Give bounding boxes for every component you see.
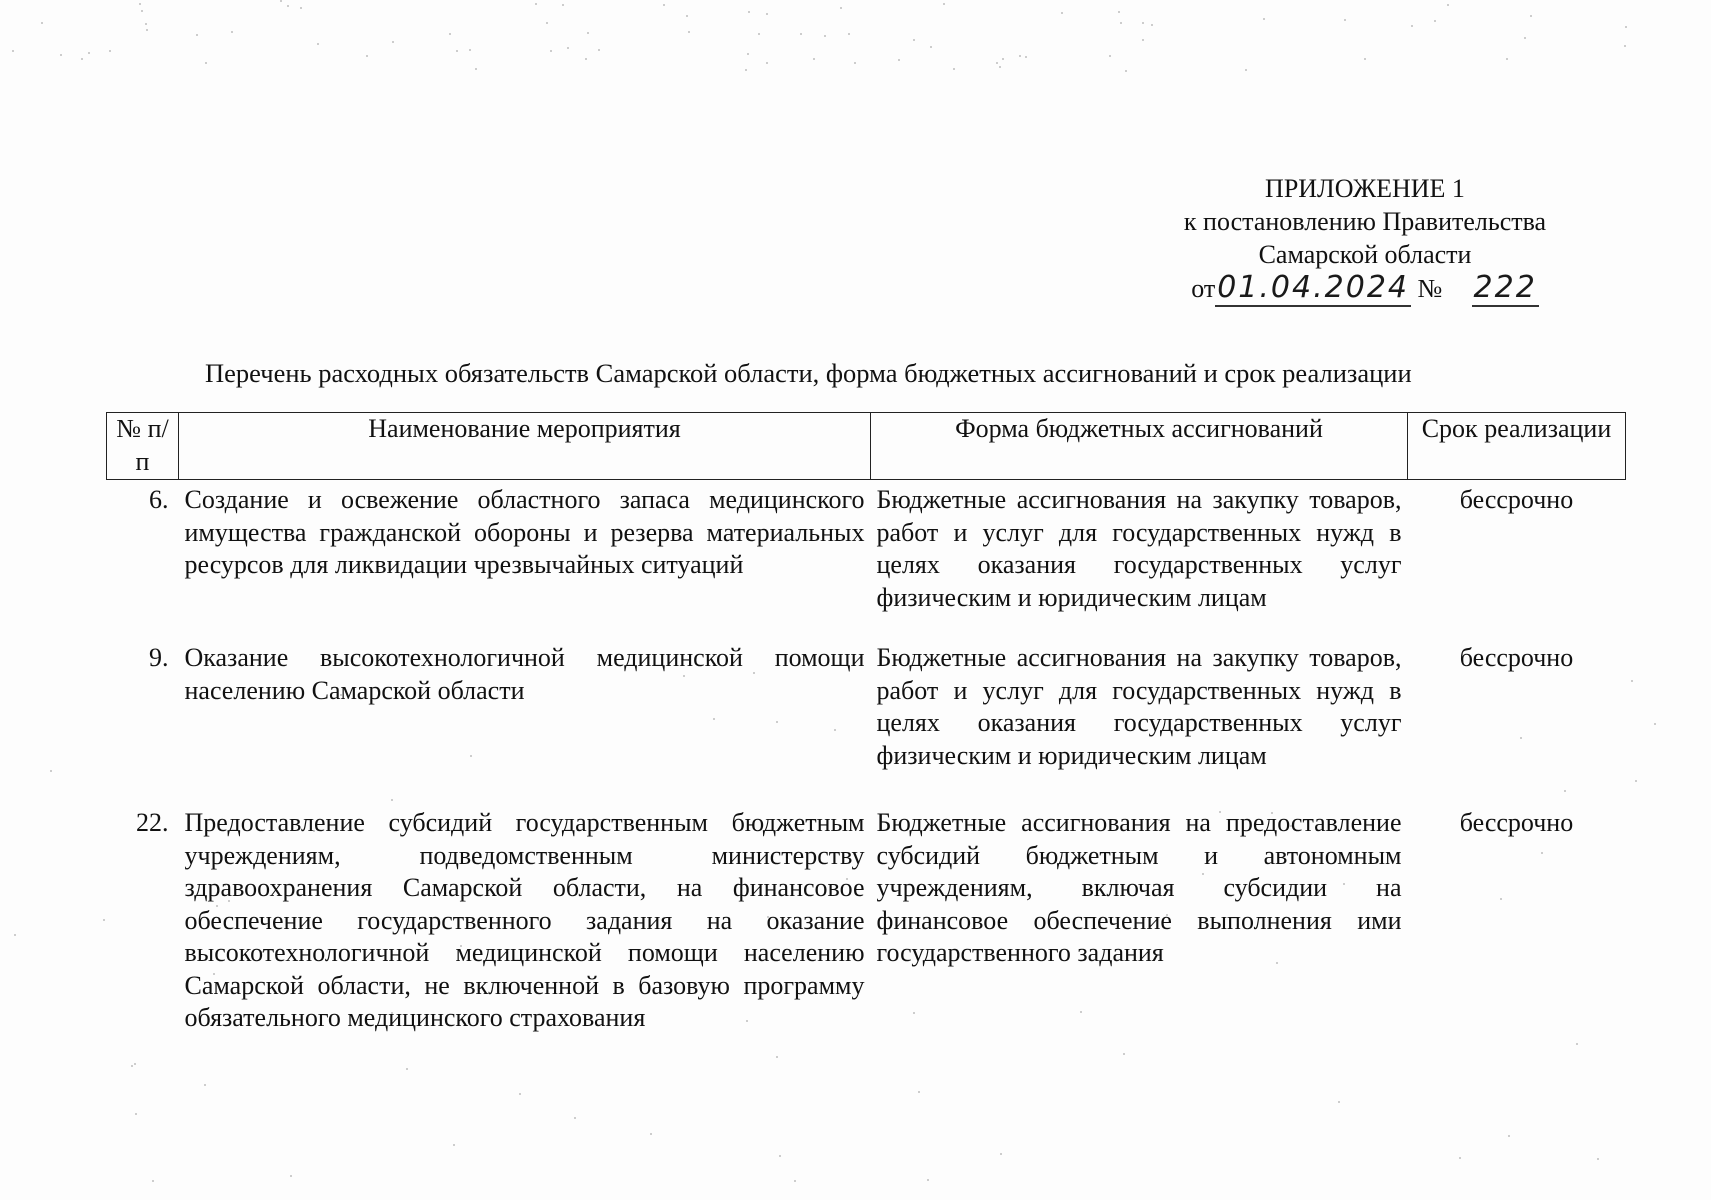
budget-form: Бюджетные ассигнования на закупку товаров, работ и услуг для государственных нужд в целях оказания государственных услуг физическим и юридическим лицам (876, 485, 1402, 612)
header-activity-name: Наименование мероприятия (179, 413, 871, 480)
scan-speck (943, 3, 945, 5)
scan-speck (535, 3, 537, 5)
scan-speck (1631, 680, 1633, 682)
scan-speck (12, 50, 14, 52)
scan-speck (562, 4, 564, 6)
scan-speck (1002, 58, 1004, 60)
date-prefix: от (1191, 274, 1216, 303)
scan-speck (840, 7, 842, 9)
scan-speck (88, 52, 90, 54)
scan-speck (1019, 55, 1021, 57)
scan-speck (1506, 58, 1508, 60)
row-number: 6. (149, 485, 169, 514)
scan-speck (1263, 18, 1265, 20)
activity-name: Оказание высокотехнологичной медицинской помощи населению Самарской области (184, 643, 865, 705)
scan-speck (1364, 58, 1366, 60)
scan-speck (1635, 780, 1637, 782)
budget-form: Бюджетные ассигнования на предоставление субсидий бюджетным и автономным учреждениям, включая субсидии на финансовое обеспечение выполнения ими государственного задания (876, 808, 1402, 967)
scan-speck (1245, 69, 1247, 71)
scan-speck (469, 49, 471, 51)
scan-speck (392, 41, 394, 43)
scan-speck (290, 1175, 292, 1177)
scan-speck (794, 1180, 796, 1182)
scan-speck (109, 50, 111, 52)
scan-speck (800, 33, 802, 35)
scan-speck (366, 55, 368, 57)
scan-speck (650, 1133, 652, 1135)
scan-speck (519, 1093, 521, 1095)
scan-speck (813, 58, 815, 60)
scan-speck (999, 66, 1001, 68)
scan-speck (152, 1180, 154, 1182)
scan-speck (1411, 25, 1413, 27)
scan-speck (406, 1068, 408, 1070)
scan-speck (1344, 19, 1346, 21)
scan-speck (567, 47, 569, 49)
handwritten-date: 01.04.2024 (1217, 270, 1409, 305)
scan-speck (1120, 22, 1122, 24)
scan-speck (1524, 37, 1526, 39)
scan-speck (1654, 723, 1656, 725)
header-term: Срок реализации (1408, 413, 1626, 480)
scan-speck (300, 7, 302, 9)
scan-speck (1576, 1043, 1578, 1045)
scan-speck (280, 0, 282, 2)
scan-speck (1123, 1053, 1125, 1055)
scan-speck (747, 53, 749, 55)
table-header-row (107, 413, 1626, 480)
scan-speck (14, 934, 16, 936)
scan-speck (1025, 56, 1027, 58)
appendix-label: ПРИЛОЖЕНИЕ 1 (1265, 174, 1465, 203)
scan-speck (1118, 11, 1120, 13)
budget-form: Бюджетные ассигнования на закупку товаров, работ и услуг для государственных нужд в целях оказания государственных услуг физическим и юридическим лицам (876, 643, 1402, 770)
scan-speck (1624, 45, 1626, 47)
obligations-table (106, 412, 1626, 1035)
scan-speck (824, 35, 826, 37)
scan-speck (1061, 12, 1063, 14)
scan-speck (145, 23, 147, 25)
scan-speck (475, 68, 477, 70)
table-row (107, 642, 1626, 805)
date-number-line (1155, 271, 1575, 305)
scan-speck (1151, 24, 1153, 26)
scan-speck (779, 1155, 781, 1157)
scan-speck (663, 4, 665, 6)
scan-speck (205, 62, 207, 64)
scan-speck (1125, 70, 1127, 72)
document-title: Перечень расходных обязательств Самарской области, форма бюджетных ассигнований и срок реализации (205, 358, 1412, 388)
scan-speck (1000, 1153, 1002, 1155)
scan-speck (1597, 1158, 1599, 1160)
scan-speck (766, 62, 768, 64)
scan-speck (1338, 1101, 1340, 1103)
scan-speck (1447, 4, 1449, 6)
scan-speck (134, 1063, 136, 1065)
scan-speck (776, 1056, 778, 1058)
table-row (107, 805, 1626, 1035)
term: бессрочно (1459, 643, 1574, 672)
scan-speck (953, 68, 955, 70)
scan-speck (546, 22, 548, 24)
scan-speck (1508, 1135, 1510, 1137)
scan-speck (918, 1091, 920, 1093)
scan-speck (135, 1113, 137, 1115)
scan-speck (848, 33, 850, 35)
scan-speck (60, 54, 62, 56)
scan-speck (453, 1144, 455, 1146)
scan-speck (898, 59, 900, 61)
row-number: 9. (149, 643, 169, 672)
scan-speck (131, 1065, 133, 1067)
scan-speck (287, 5, 289, 7)
scan-speck (913, 39, 915, 41)
handwritten-number: 222 (1473, 270, 1537, 305)
scan-speck (766, 13, 768, 15)
scan-speck (748, 11, 750, 13)
term: бессрочно (1459, 485, 1574, 514)
scan-speck (930, 46, 932, 48)
scan-speck (745, 69, 747, 71)
scan-speck (231, 31, 233, 33)
scan-speck (81, 58, 83, 60)
scan-speck (1459, 1157, 1461, 1159)
scan-speck (456, 50, 458, 52)
scan-speck (598, 49, 600, 51)
scan-speck (587, 32, 589, 34)
scan-speck (1142, 22, 1144, 24)
scan-speck (449, 33, 451, 35)
activity-name: Предоставление субсидий государственным бюджетным учреждениям, подведомственным министерству здравоохранения Самарской области, на финансовое обеспечение государственного задания на оказание высокотехнологичной медицинской помощи населению Самарской области, не включенной в базовую программу обязательного медицинского страхования (184, 808, 865, 1032)
scan-speck (1530, 15, 1532, 17)
scan-speck (574, 1117, 576, 1119)
row-number: 22. (136, 808, 169, 837)
scan-speck (50, 770, 52, 772)
number-prefix: № (1417, 274, 1443, 303)
scan-speck (1625, 26, 1627, 28)
activity-name: Создание и освежение областного запаса медицинского имущества гражданской обороны и резерва материальных ресурсов для ликвидации чрезвычайных ситуаций (184, 485, 865, 579)
term: бессрочно (1459, 808, 1574, 837)
scan-speck (1109, 55, 1111, 57)
scan-speck (103, 919, 105, 921)
scan-speck (854, 62, 856, 64)
scan-speck (927, 1179, 929, 1181)
scan-speck (758, 33, 760, 35)
table-row (107, 480, 1626, 643)
approval-stamp-block (1155, 172, 1575, 305)
scan-speck (1142, 39, 1144, 41)
header-budget-form: Форма бюджетных ассигнований (871, 413, 1408, 480)
scan-speck (146, 29, 148, 31)
scan-speck (139, 3, 141, 5)
scan-speck (196, 34, 198, 36)
scan-speck (41, 22, 43, 24)
scan-speck (688, 31, 690, 33)
scan-speck (141, 10, 143, 12)
scan-speck (585, 58, 587, 60)
scan-speck (550, 50, 552, 52)
scan-speck (686, 15, 688, 17)
scan-speck (1434, 20, 1436, 22)
region-name: Самарской области (1258, 240, 1472, 269)
header-number: № п/п (107, 413, 179, 480)
scan-speck (996, 62, 998, 64)
scan-speck (204, 1084, 206, 1086)
scan-speck (317, 43, 319, 45)
decree-reference: к постановлению Правительства (1183, 207, 1547, 236)
